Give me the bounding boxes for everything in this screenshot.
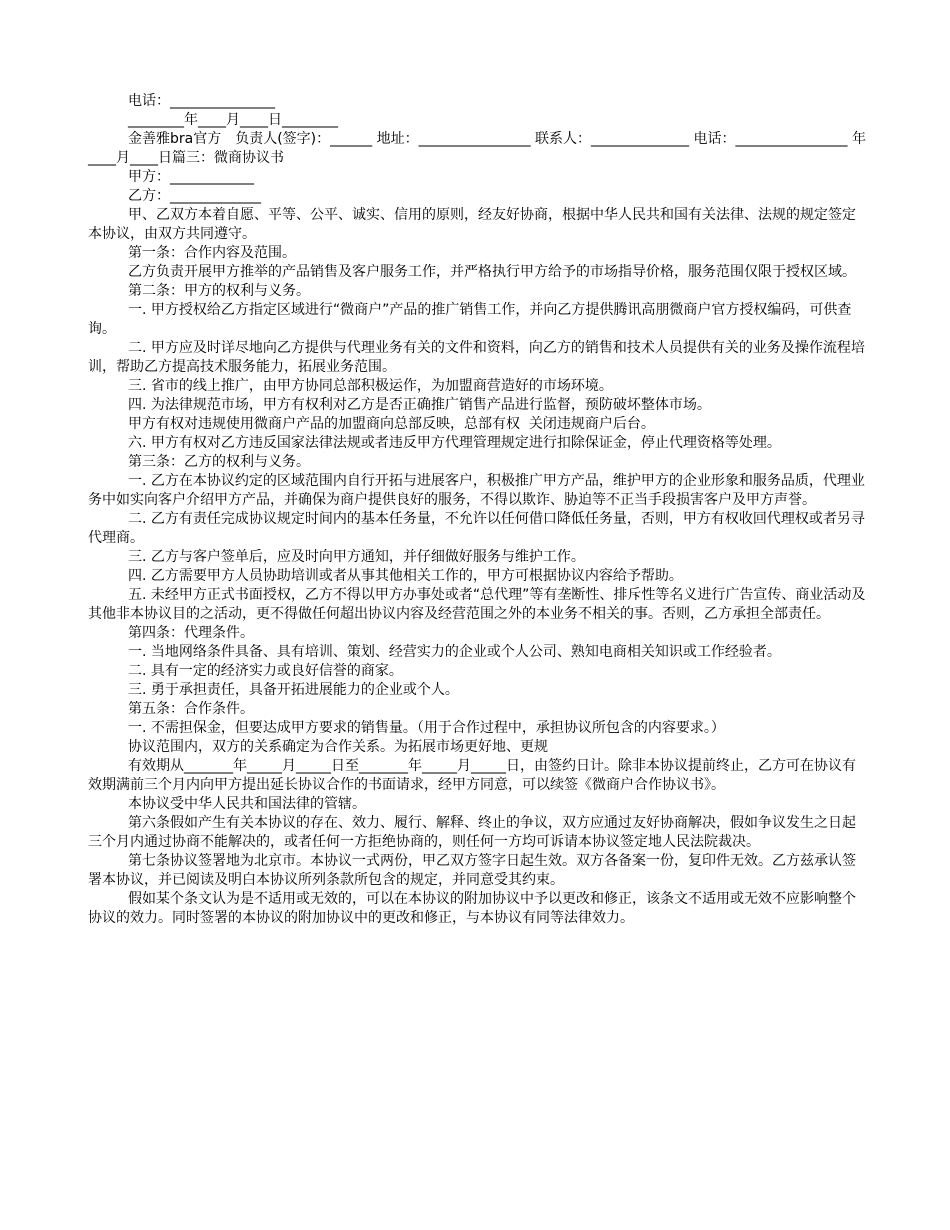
paragraph-5: 乙方：_____________ <box>128 188 261 204</box>
paragraph-21: 五. 未经甲方正式书面授权，乙方不得以甲方办事处或者“总代理”等有垄断性、排斥性等名义进行广告宣传、商业活动及其他非本协议目的之活动，更不得做任何超出协议内容及经营范围之外的本业务不相关的事。否则，乙方承担全部责任。 <box>88 587 866 622</box>
paragraph-4: 甲方：____________ <box>128 169 254 185</box>
paragraph-19: 三. 乙方与客户签单后，应及时向甲方通知，并仔细做好服务与维护工作。 <box>128 549 585 565</box>
paragraph-6: 甲、乙双方本着自愿、平等、公平、诚实、信用的原则，经友好协商，根据中华人民共和国有关法律、法规的规定签定本协议，由双方共同遵守。 <box>88 207 856 242</box>
paragraph-24: 二. 具有一定的经济实力或良好信誉的商家。 <box>128 663 403 679</box>
paragraph-15: 六. 甲方有权对乙方违反国家法律法规或者违反甲方代理管理规定进行扣除保证金，停止代理资格等处理。 <box>128 435 781 451</box>
paragraph-14: 甲方有权对违规使用微商户产品的加盟商向总部反映，总部有权 关闭违规商户后台。 <box>128 416 655 432</box>
paragraph-25: 三. 勇于承担责任，具备开拓进展能力的企业或个人。 <box>128 682 459 698</box>
paragraph-3: 金善雅bra官方 负责人(签字)：______ 地址：________________ 联系人：______________ 电话：________________ 年____月____日篇三：微商协议书 <box>88 131 866 166</box>
paragraph-13: 四. 为法律规范市场，甲方有权利对乙方是否正确推广销售产品进行监督，预防破坏整体市场。 <box>128 397 711 413</box>
paragraph-8: 乙方负责开展甲方推举的产品销售及客户服务工作，并严格执行甲方给予的市场指导价格，服务范围仅限于授权区域。 <box>128 264 856 280</box>
paragraph-17: 一. 乙方在本协议约定的区域范围内自行开拓与进展客户，积极推广甲方产品，维护甲方的企业形象和服务品质，代理业务中如实向客户介绍甲方产品，并确保为商户提供良好的服务，不得以欺诈、胁迫等不正当手段损害客户及甲方声誉。 <box>88 473 865 508</box>
paragraph-7: 第一条：合作内容及范围。 <box>128 245 296 261</box>
paragraph-28: 协议范围内，双方的关系确定为合作关系。为拓展市场更好地、更规 <box>128 739 548 755</box>
paragraph-1: 电话：_______________ <box>128 93 275 109</box>
paragraph-2: ________年____月____日________ <box>128 112 338 128</box>
paragraph-27: 一. 不需担保金，但要达成甲方要求的销售量。（用于合作过程中，承担协议所包含的内容要求。） <box>128 720 725 736</box>
paragraph-11: 二. 甲方应及时详尽地向乙方提供与代理业务有关的文件和资料，向乙方的销售和技术人员提供有关的业务及操作流程培训，帮助乙方提高技术服务能力，拓展业务范围。 <box>88 340 865 375</box>
paragraph-33: 假如某个条文认为是不适用或无效的，可以在本协议的附加协议中予以更改和修正，该条文不适用或无效不应影响整个协议的效力。同时签署的本协议的附加协议中的更改和修正，与本协议有同等法律效力。 <box>88 891 856 926</box>
paragraph-32: 第七条协议签署地为北京市。本协议一式两份，甲乙双方签字日起生效。双方各备案一份，复印件无效。乙方兹承认签署本协议，并已阅读及明白本协议所列条款所包含的规定，并同意受其约束。 <box>88 853 856 888</box>
paragraph-12: 三. 省市的线上推广，由甲方协同总部积极运作，为加盟商营造好的市场环境。 <box>128 378 613 394</box>
paragraph-10: 一. 甲方授权给乙方指定区域进行“微商户”产品的推广销售工作，并向乙方提供腾讯高朋微商户官方授权编码，可供查询。 <box>88 302 852 337</box>
paragraph-16: 第三条：乙方的权利与义务。 <box>128 454 310 470</box>
paragraph-18: 二. 乙方有责任完成协议规定时间内的基本任务量，不允许以任何借口降低任务量，否则，甲方有权收回代理权或者另寻代理商。 <box>88 511 865 546</box>
document-body <box>88 92 868 928</box>
paragraph-22: 第四条：代理条件。 <box>128 625 254 641</box>
paragraph-20: 四. 乙方需要甲方人员协助培训或者从事其他相关工作的，甲方可根据协议内容给予帮助。 <box>128 568 683 584</box>
paragraph-31: 第六条假如产生有关本协议的存在、效力、履行、解释、终止的争议，双方应通过友好协商解决，假如争议发生之日起三个月内通过协商不能解决的，或者任何一方拒绝协商的，则任何一方均可诉请本协议签定地人民法院裁决。 <box>88 815 856 850</box>
paragraph-30: 本协议受中华人民共和国法律的管辖。 <box>128 796 366 812</box>
paragraph-9: 第二条：甲方的权利与义务。 <box>128 283 310 299</box>
paragraph-29: 有效期从_______年_____月_____日至_______年_____月_____日，由签约日计。除非本协议提前终止，乙方可在协议有效期满前三个月内向甲方提出延长协议合作的书面请求，经甲方同意，可以续签《微商户合作协议书》。 <box>88 758 856 793</box>
paragraph-26: 第五条：合作条件。 <box>128 701 254 717</box>
paragraph-23: 一. 当地网络条件具备、具有培训、策划、经营实力的企业或个人公司、熟知电商相关知识或工作经验者。 <box>128 644 781 660</box>
